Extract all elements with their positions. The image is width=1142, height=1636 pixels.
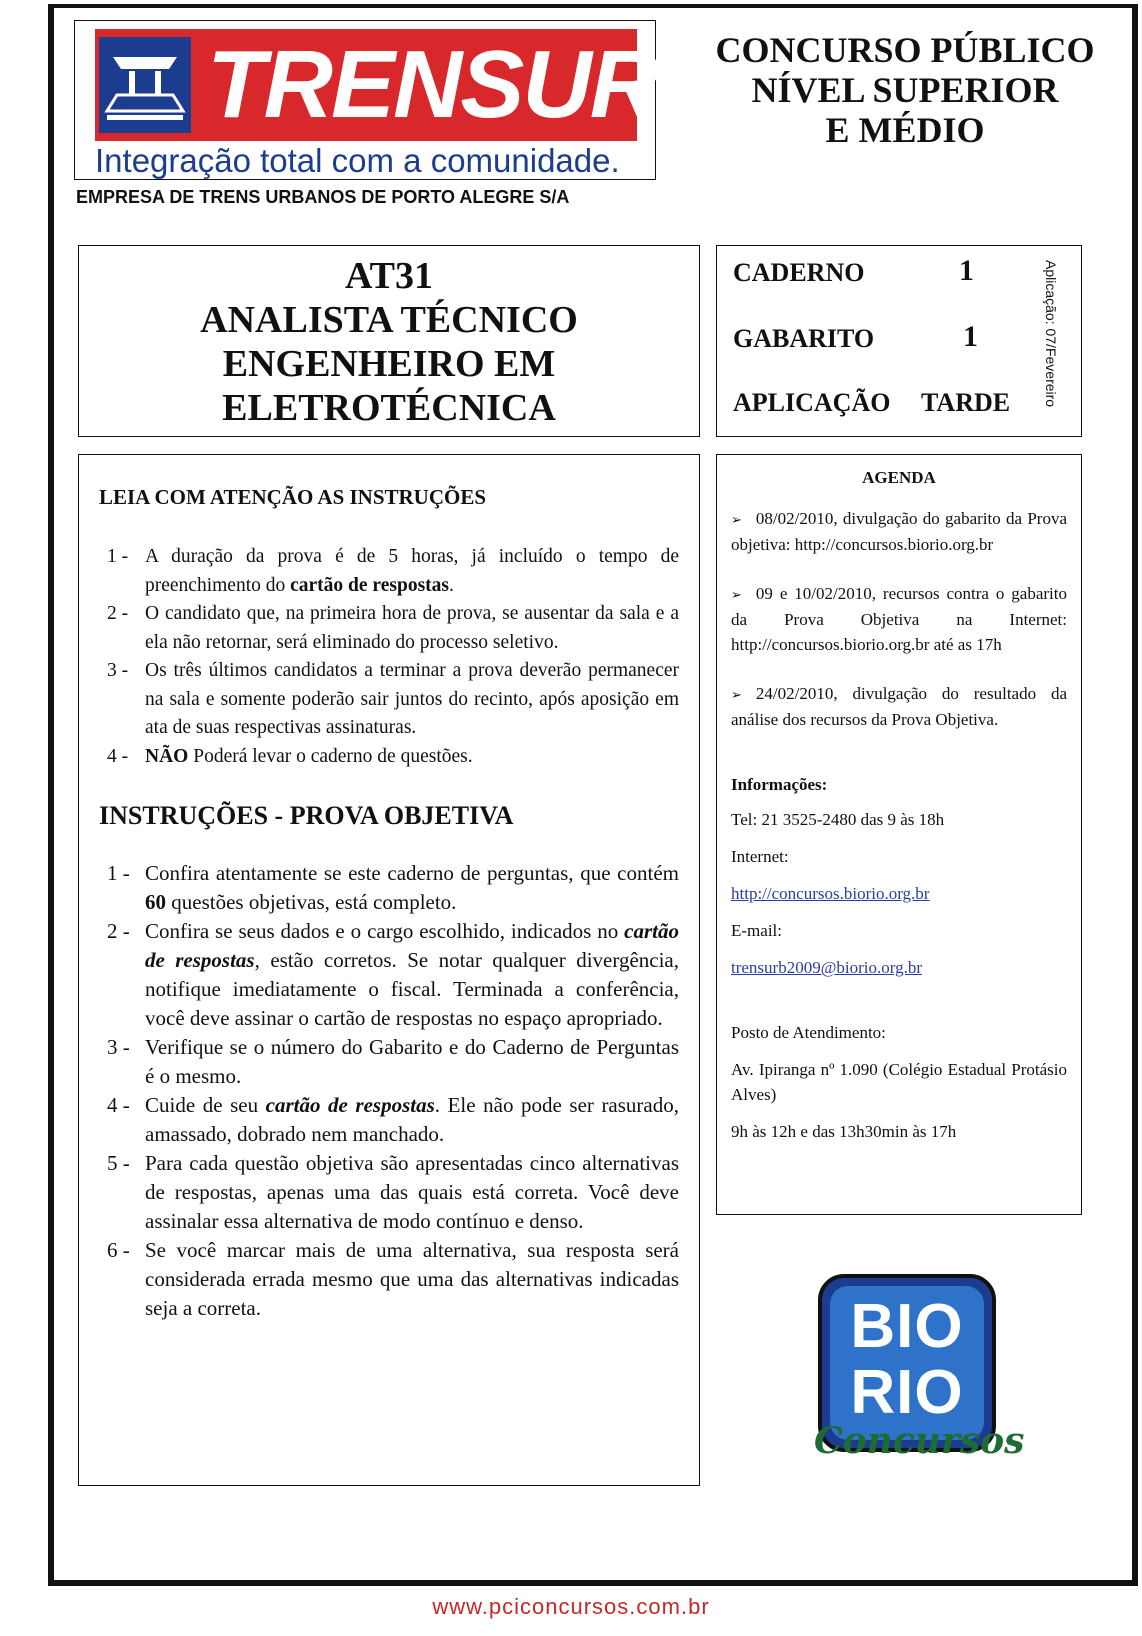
contest-title (690, 30, 1120, 150)
biorio-line-2: RIO (850, 1358, 964, 1427)
gabarito-label: GABARITO (733, 324, 875, 353)
contest-line-2: NÍVEL SUPERIOR (751, 70, 1059, 110)
company-name: EMPRESA DE TRENS URBANOS DE PORTO ALEGRE S/A (76, 187, 570, 207)
instructions-heading: LEIA COM ATENÇÃO AS INSTRUÇÕES (99, 485, 487, 509)
info-heading: Informações: (731, 775, 828, 794)
exam-line-2: ENGENHEIRO EM (222, 343, 556, 385)
info-internet-label: Internet: (731, 847, 789, 866)
arrow-bullet-icon: ➢ (731, 512, 742, 527)
aplicacao-value: TARDE (921, 388, 1011, 417)
application-date-note: Aplicação: 07/Fevereiro (1043, 260, 1059, 408)
objective-heading: INSTRUÇÕES - PROVA OBJETIVA (99, 801, 514, 830)
list-item: 3 - Verifique se o número do Gabarito e do Caderno de Perguntas é o mesmo. (107, 1035, 679, 1088)
posto-hours: 9h às 12h e das 13h30min às 17h (731, 1122, 957, 1141)
exam-code: AT31 (345, 255, 433, 297)
caderno-label: CADERNO (733, 258, 865, 287)
list-item: 3 - Os três últimos candidatos a terminar a prova deverão permanecer na sala e somente poderão sair juntos do recinto, após aposição em ata de suas respectivas assinaturas. (107, 660, 679, 738)
exam-title-box (78, 245, 700, 437)
brand-name: TRENSURB (207, 31, 725, 138)
list-item: 4 - Cuide de seu cartão de respostas. Ele não pode ser rasurado, amassado, dobrado nem manchado. (107, 1093, 679, 1146)
instructions-list (99, 543, 679, 771)
list-item: 6 - Se você marcar mais de uma alternativa, sua resposta será considerada errada mesmo que uma das alternativas indicadas seja a correta. (107, 1238, 679, 1320)
contest-line-1: CONCURSO PÚBLICO (715, 30, 1095, 70)
contest-line-3: E MÉDIO (825, 110, 985, 150)
agenda-box (716, 454, 1082, 1215)
objective-list (99, 859, 679, 1323)
biorio-subtitle: Concursos (814, 1420, 1025, 1462)
posto-label: Posto de Atendimento: (731, 1023, 886, 1042)
list-item: 1 - Confira atentamente se este caderno de perguntas, que contém 60 questões objetivas, está completo. (107, 861, 679, 914)
arrow-bullet-icon: ➢ (731, 587, 742, 602)
agenda-title: AGENDA (862, 468, 936, 487)
gabarito-value: 1 (963, 320, 978, 353)
aplicacao-label: APLICAÇÃO (733, 388, 891, 417)
internet-link[interactable]: http://concursos.biorio.org.br (731, 884, 930, 903)
train-emblem-icon (99, 37, 191, 133)
list-item: 5 - Para cada questão objetiva são apresentadas cinco alternativas de respostas, apenas uma das quais está correta. Você deve assinalar essa alternativa de modo contínuo e denso. (107, 1151, 679, 1233)
caderno-box (716, 245, 1082, 437)
arrow-bullet-icon: ➢ (731, 687, 742, 702)
agenda-item: ➢ 24/02/2010, divulgação do resultado da análise dos recursos da Prova Objetiva. (731, 684, 1067, 729)
exam-line-1: ANALISTA TÉCNICO (200, 299, 578, 341)
list-item: 2 - Confira se seus dados e o cargo escolhido, indicados no cartão de respostas, estão corretos. Se notar qualquer divergência, notifique imediatamente o fiscal. Terminada a conferência, você deve assinar o cartão de respostas no espaço apropriado. (107, 919, 680, 1030)
footer-url[interactable]: www.pciconcursos.com.br (432, 1594, 710, 1619)
list-item: 1 - A duração da prova é de 5 horas, já incluído o tempo de preenchimento do cartão de respostas. (107, 546, 679, 596)
list-item: 2 - O candidato que, na primeira hora de prova, se ausentar da sala e a ela não retornar, será eliminado do processo seletivo. (107, 603, 679, 653)
trensurb-logo (74, 20, 725, 180)
exam-line-3: ELETROTÉCNICA (222, 387, 556, 429)
caderno-value: 1 (959, 254, 974, 287)
brand-tagline: Integração total com a comunidade. (95, 142, 620, 179)
agenda-item: ➢ 08/02/2010, divulgação do gabarito da Prova objetiva: http://concursos.biorio.org.br (731, 509, 1067, 554)
agenda-item: ➢ 09 e 10/02/2010, recursos contra o gabarito da Prova Objetiva na Internet: http://concursos.biorio.org.br até as 17h (731, 584, 1067, 654)
info-email-label: E-mail: (731, 921, 782, 940)
logo-red-band (95, 29, 725, 141)
email-link[interactable]: trensurb2009@biorio.org.br (731, 958, 922, 977)
instructions-box (78, 454, 700, 1486)
list-item: 4 - NÃO Poderá levar o caderno de questões. (107, 745, 473, 767)
biorio-line-1: BIO (850, 1292, 964, 1361)
info-tel: Tel: 21 3525-2480 das 9 às 18h (731, 810, 945, 829)
posto-address: Av. Ipiranga nº 1.090 (Colégio Estadual Protásio Alves) (731, 1060, 1067, 1104)
